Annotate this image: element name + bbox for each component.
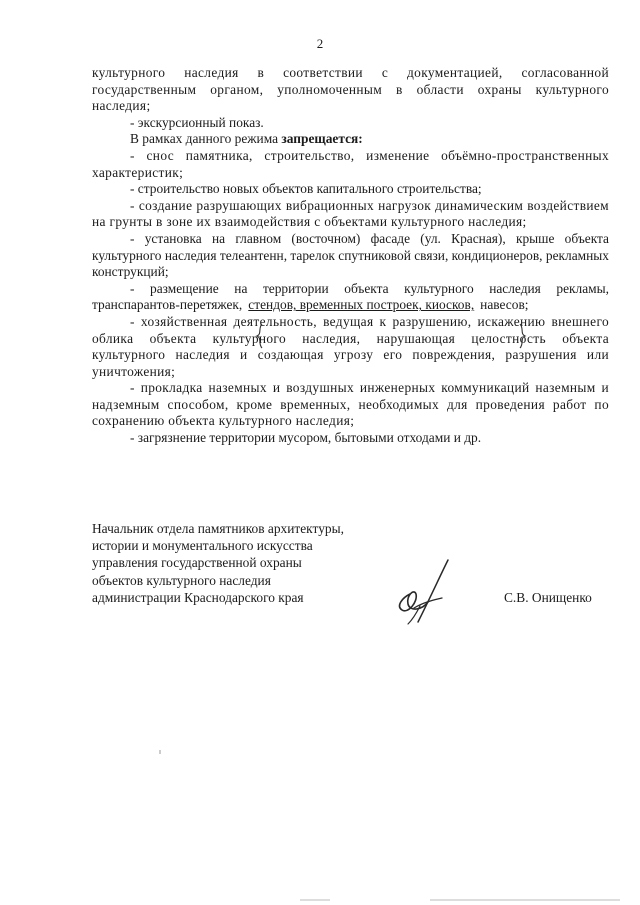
paragraph-facade-equipment: - установка на главном (восточном) фасаде (ул. Красная), крыше объекта культурного наследия телеантенн, тарелок спутниковой связи, кондиционеров, рекламных конструкций; [92, 230, 609, 280]
paragraph-excursion: - экскурсионный показ. [130, 114, 264, 130]
paragraph-advertising [92, 281, 609, 314]
signatory-line: управления государственной охраны [92, 555, 302, 571]
signatory-line: Начальник отдела памятников архитектуры, [92, 521, 344, 536]
paragraph-continuation: культурного наследия в соответствии с документацией, согласованной государственным органом, уполномоченным в области охраны культурного наследия; [92, 65, 609, 114]
paragraph-demolition: - снос памятника, строительство, изменение объёмно-пространственных характеристик; [92, 147, 609, 180]
prohibited-heading-bold: запрещается: [281, 131, 363, 147]
prohibited-heading-prefix: В рамках данного режима [130, 131, 282, 147]
paragraph-vibration: - создание разрушающих вибрационных нагрузок динамическим воздействием на грунты в зоне их взаимодействия с объектами культурного наследия; [92, 197, 609, 230]
signatory-title [92, 520, 344, 606]
paragraph-new-construction: - строительство новых объектов капитального строительства; [130, 181, 482, 197]
signatory-name: С.В. Онищенко [504, 590, 592, 605]
advertising-part-c: навесов; [480, 297, 529, 313]
document-body [92, 65, 609, 447]
advertising-part-a: - размещение на территории объекта культурного наследия рекламы, транспарантов-перетяжек, [92, 280, 609, 313]
paragraph-pollution: - загрязнение территории мусором, бытовыми отходами и др. [130, 430, 482, 446]
signatory-line: объектов культурного наследия [92, 572, 271, 588]
signatory-line: истории и монументального искусства [92, 538, 313, 554]
paragraph-prohibited-heading [92, 131, 609, 148]
page-number: 2 [316, 36, 324, 51]
handwritten-signature [388, 556, 458, 626]
advertising-part-b-underlined: стендов, временных построек, киосков, [248, 297, 475, 313]
paragraph-communications: - прокладка наземных и воздушных инженерных коммуникаций наземным и надземным способом, кроме временных, необходимых для проведения работ по сохранению объекта культурного наследия; [92, 380, 609, 429]
paragraph-economic-activity: - хозяйственная деятельность, ведущая к разрушению, искажению внешнего облика объекта культурного наследия, нарушающая целостность объекта культурного наследия и создающая угрозу его повреждения, разрушения или уничтожения; [92, 313, 609, 379]
signatory-line: администрации Краснодарского края [92, 589, 304, 605]
